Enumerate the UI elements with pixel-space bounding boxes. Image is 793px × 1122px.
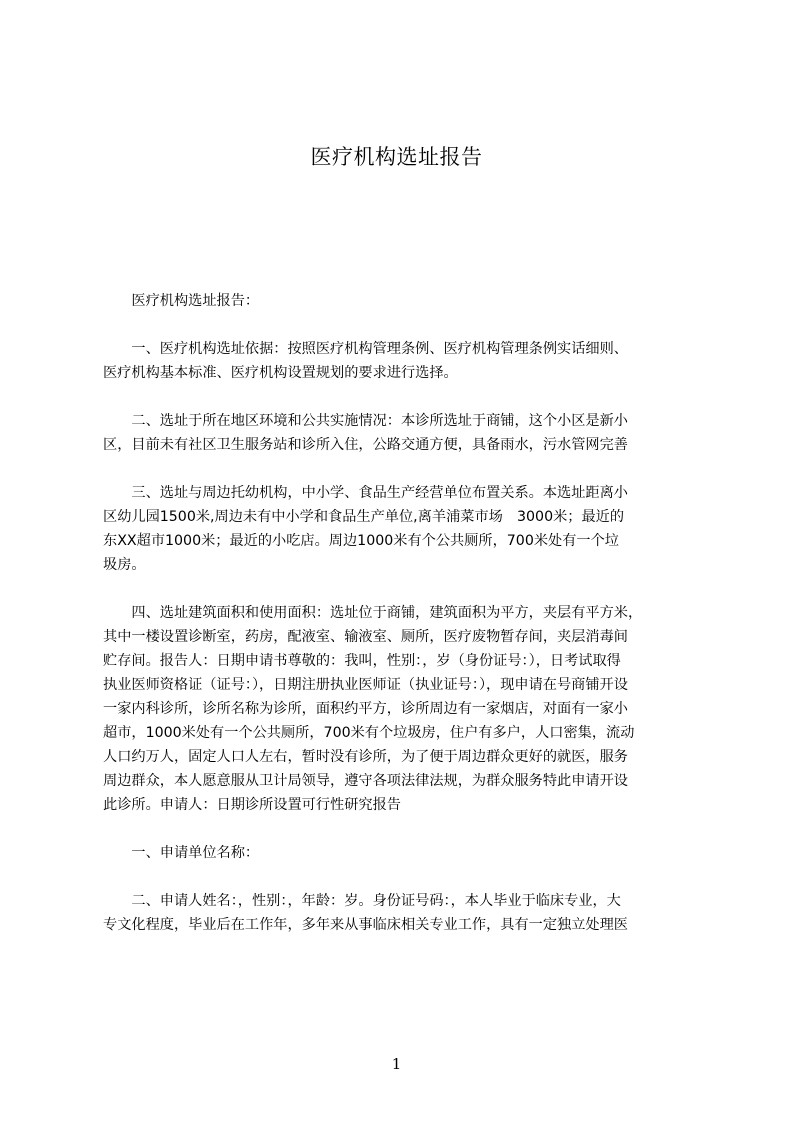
paragraph-line: 一家内科诊所，诊所名称为诊所，面积约平方，诊所周边有一家烟店，对面有一家小 xyxy=(103,701,628,717)
paragraph-line: 二、选址于所在地区环境和公共实施情况：本诊所选址于商铺，这个小区是新小 xyxy=(131,413,628,429)
paragraph-line: 区，目前未有社区卫生服务站和诊所入住，公路交通方便，具备雨水，污水管网完善 xyxy=(103,437,628,453)
paragraph-line: 此诊所。申请人：日期诊所设置可行性研究报告 xyxy=(103,797,401,813)
paragraph-environment xyxy=(103,409,715,457)
paragraph-line: 医疗机构基本标准、医疗机构设置规划的要求进行选择。 xyxy=(103,365,458,381)
paragraph-line: 三、选址与周边托幼机构，中小学、食品生产经营单位布置关系。本选址距离小 xyxy=(131,485,628,501)
paragraph-line: 其中一楼设置诊断室，药房，配液室、输液室、厕所，医疗废物暂存间，夹层消毒间 xyxy=(103,629,628,645)
page-title: 医疗机构选址报告 xyxy=(310,145,483,169)
paragraph-line: 一、申请单位名称： xyxy=(131,845,260,861)
paragraph-line: 人口约万人，固定人口人左右，暂时没有诊所，为了便于周边群众更好的就医，服务 xyxy=(103,749,628,765)
paragraph-line: 四、选址建筑面积和使用面积：选址位于商铺，建筑面积为平方，夹层有平方米， xyxy=(131,605,643,621)
intro-paragraph xyxy=(103,289,715,313)
paragraph-line: 专文化程度，毕业后在工作年，多年来从事临床相关专业工作，具有一定独立处理医 xyxy=(103,917,628,933)
paragraph-line: 超市，1000米处有一个公共厕所，700米有个垃圾房，住户有多户，人口密集，流动 xyxy=(103,725,635,741)
paragraph-area xyxy=(103,601,715,817)
paragraph-line: 一、医疗机构选址依据：按照医疗机构管理条例、医疗机构管理条例实话细则、 xyxy=(131,341,628,357)
paragraph-line: 周边群众，本人愿意服从卫计局领导，遵守各项法律法规，为群众服务特此申请开设 xyxy=(103,773,628,789)
paragraph-surroundings xyxy=(103,481,715,577)
document-body xyxy=(103,289,715,961)
paragraph-line: 圾房。 xyxy=(103,557,146,573)
paragraph-line: 东XX超市1000米；最近的小吃店。周边1000米有个公共厕所，700米处有一个垃 xyxy=(103,533,619,549)
paragraph-line: 二、申请人姓名：，性别：，年龄：岁。身份证号码：，本人毕业于临床专业，大 xyxy=(131,893,621,909)
paragraph-line: 执业医师资格证（证号：），日期注册执业医师证（执业证号：），现申请在号商铺开设 xyxy=(103,677,628,693)
paragraph-applicant-unit xyxy=(103,841,715,865)
intro-line: 医疗机构选址报告： xyxy=(131,293,260,309)
page-number: 1 xyxy=(391,1055,402,1073)
paragraph-applicant-info xyxy=(103,889,715,937)
paragraph-line: 贮存间。报告人：日期申请书尊敬的：我叫，性别：，岁（身份证号：），日考试取得 xyxy=(103,653,621,669)
paragraph-line: 区幼儿园1500米,周边未有中小学和食品生产单位,离羊浦菜市场 3000米；最近的 xyxy=(103,509,625,525)
paragraph-basis xyxy=(103,337,715,385)
